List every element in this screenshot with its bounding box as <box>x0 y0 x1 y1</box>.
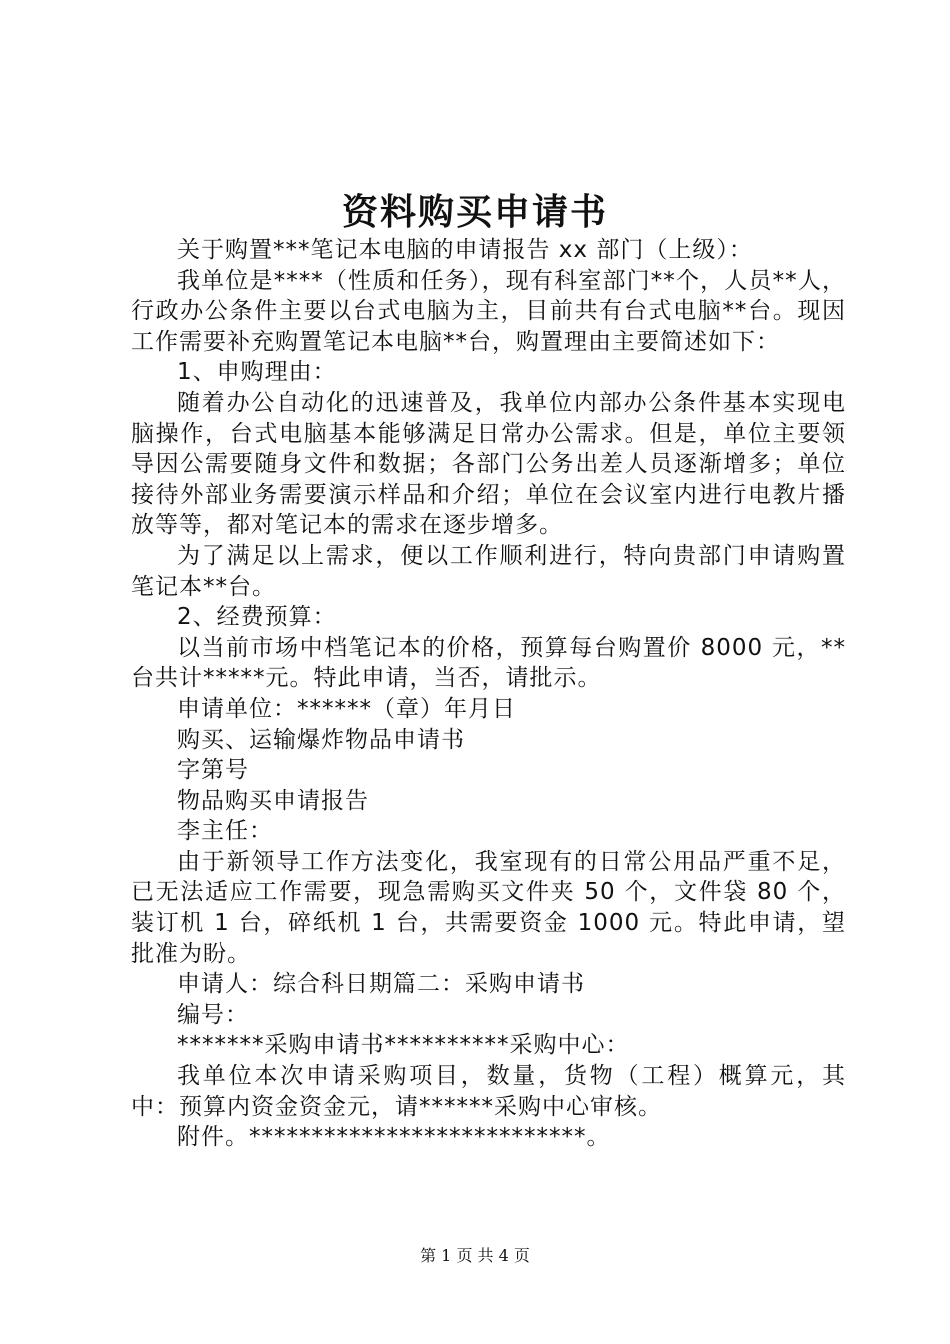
section-heading: 1、申购理由： <box>177 359 337 386</box>
signature-line: 申请单位：******（章）年月日 <box>177 695 516 722</box>
paragraph: 关于购置***笔记本电脑的申请报告 xx 部门（上级）： <box>177 237 753 263</box>
salutation: 李主任： <box>177 818 273 845</box>
paragraph: 随着办公自动化的迅速普及，我单位内部办公条件基本实现电脑操作，台式电脑基本能够满足日常办公需求。但是，单位主要领导因公需要随身文件和数据；各部门公务出差人员逐渐增多；单位接待外部业务需要演示样品和介绍；单位在会议室内进行电教片播放等等，都对笔记本的需求在逐步增多。 <box>131 389 846 539</box>
subheading: 购买、运输爆炸物品申请书 <box>177 726 465 753</box>
paragraph: 以当前市场中档笔记本的价格，预算每台购置价 8000 元，**台共计*****元。特此申请，当否，请批示。 <box>131 634 846 692</box>
document-body <box>131 235 846 1153</box>
signature-line: 申请人：综合科日期篇二：采购申请书 <box>177 971 585 998</box>
document-title: 资料购买申请书 <box>341 192 608 233</box>
paragraph: 编号： <box>177 1001 249 1028</box>
paragraph: 附件。***************************。 <box>177 1124 611 1151</box>
paragraph: 为了满足以上需求，便以工作顺利进行，特向贵部门申请购置笔记本**台。 <box>131 542 846 600</box>
paragraph: 我单位本次申请采购项目，数量，货物（工程）概算元，其中：预算内资金资金元，请******采购中心审核。 <box>131 1063 846 1120</box>
page-number: 第 1 页 共 4 页 <box>420 1246 530 1265</box>
paragraph: 字第号 <box>177 757 249 784</box>
paragraph: 由于新领导工作方法变化，我室现有的日常公用品严重不足，已无法适应工作需要，现急需购买文件夹 50 个，文件袋 80 个，装订机 1 台，碎纸机 1 台，共需要资金 1000 元。特此申请，望批准为盼。 <box>131 848 846 967</box>
paragraph: 我单位是****（性质和任务），现有科室部门**个，人员**人，行政办公条件主要以台式电脑为主，目前共有台式电脑**台。现因工作需要补充购置笔记本电脑**台，购置理由主要简述如下： <box>131 267 846 355</box>
subheading: 物品购买申请报告 <box>177 787 369 814</box>
section-heading: 2、经费预算： <box>177 604 337 631</box>
paragraph: *******采购申请书**********采购中心： <box>177 1032 630 1059</box>
